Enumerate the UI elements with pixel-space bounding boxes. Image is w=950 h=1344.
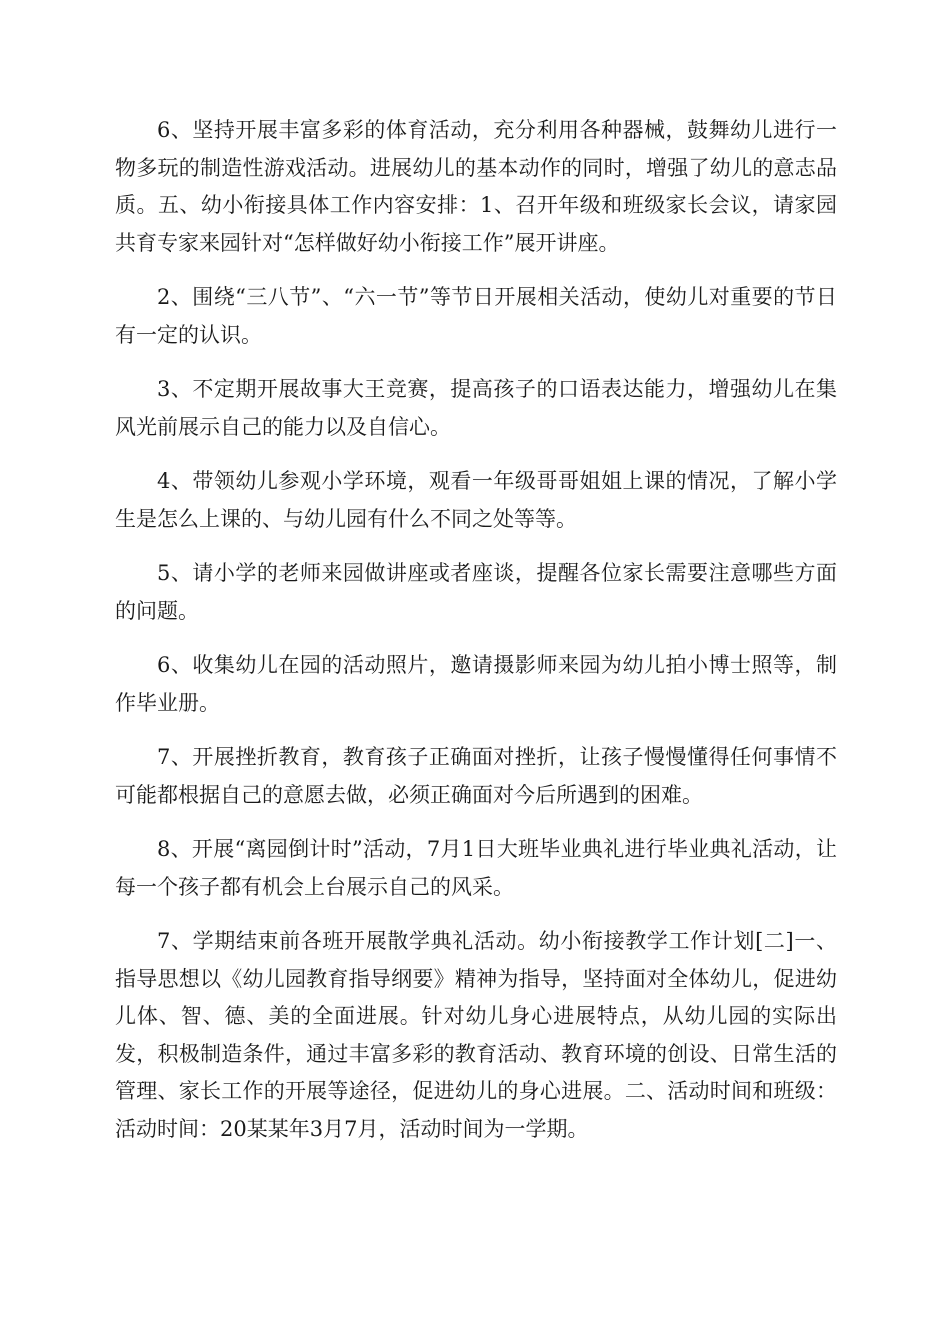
paragraph-1: 6、坚持开展丰富多彩的体育活动，充分利用各种器械，鼓舞幼儿进行一物多玩的制造性游戏活动。进展幼儿的基本动作的同时，增强了幼儿的意志品质。五、幼小衔接具体工作内容安排：1、召开年级和班级家长会议，请家园共育专家来园针对“怎样做好幼小衔接工作”展开讲座。 [115,118,837,255]
paragraph-9: 7、学期结束前各班开展散学典礼活动。幼小衔接教学工作计划[二]一、指导思想以《幼儿园教育指导纲要》精神为指导，坚持面对全体幼儿，促进幼儿体、智、德、美的全面进展。针对幼儿身心进展特点，从幼儿园的实际出发，积极制造条件，通过丰富多彩的教育活动、教育环境的创设、日常生活的管理、家长工作的开展等途径，促进幼儿的身心进展。二、活动时间和班级：活动时间：20某某年3月7月，活动时间为一学期。 [115,929,837,1141]
paragraph-3: 3、不定期开展故事大王竞赛，提高孩子的口语表达能力，增强幼儿在集风光前展示自己的能力以及自信心。 [115,377,837,439]
paragraph-6: 6、收集幼儿在园的活动照片，邀请摄影师来园为幼儿拍小博士照等，制作毕业册。 [115,653,837,715]
paragraph-5: 5、请小学的老师来园做讲座或者座谈，提醒各位家长需要注意哪些方面的问题。 [115,561,837,623]
paragraph-4: 4、带领幼儿参观小学环境，观看一年级哥哥姐姐上课的情况，了解小学生是怎么上课的、与幼儿园有什么不同之处等等。 [115,469,837,531]
paragraph-2: 2、围绕“三八节”、“六一节”等节日开展相关活动，使幼儿对重要的节日有一定的认识。 [115,285,837,347]
document-body [115,112,837,1165]
paragraph-7: 7、开展挫折教育，教育孩子正确面对挫折，让孩子慢慢懂得任何事情不可能都根据自己的意愿去做，必须正确面对今后所遇到的困难。 [115,745,837,807]
paragraph-8: 8、开展“离园倒计时”活动，7月1日大班毕业典礼进行毕业典礼活动，让每一个孩子都有机会上台展示自己的风采。 [115,837,837,899]
